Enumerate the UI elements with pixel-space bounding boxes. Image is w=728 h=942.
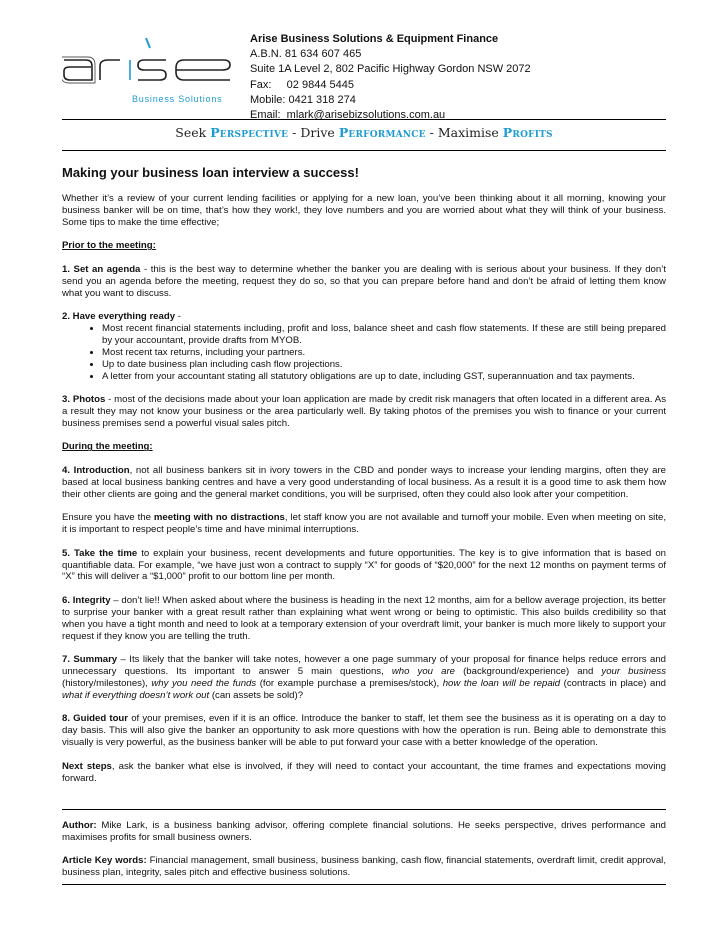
summary-text: (background/experience) and [454, 666, 602, 678]
ready-title: 2. Have everything ready [62, 311, 176, 323]
section-next-steps [62, 761, 666, 785]
email: Email: mlark@arisebizsolutions.com.au [250, 109, 446, 122]
keywords-label: Article Key words: [62, 854, 147, 866]
integrity-text: – don’t lie!! When asked about where the business is heading in the next 12 months, aim for a bellow average projection, its better to surprise your banker with a great result rather than explaining what went wrong or being to optimistic. This also builds credibility so that when you have a tight month and need to look at a temporary extension of your overdraft limit, your banker is much more likely to support your request if they know you are telling the truth. [62, 594, 666, 642]
introduction-text: , not all business bankers sit in ivory towers in the CBD and ponder ways to increase your lending margins, often they are based at local business banking centres and have a very good understanding of local business. As a result it is a good time to ask them how their other clients are going and the general market conditions, you will be surprised, often they could also look after your competition. [62, 464, 666, 500]
summary-italic: why you need the funds [151, 677, 257, 689]
summary-text: (can assets be sold)? [209, 689, 304, 701]
guided-tour-title: 8. Guided tour [62, 713, 129, 725]
key-words [62, 855, 666, 879]
section-integrity [62, 595, 666, 643]
next-steps-title: Next steps [62, 760, 112, 772]
introduction-title: 4. Introduction [62, 464, 130, 476]
summary-text: (history/milestones), [62, 677, 152, 689]
arise-logo [62, 30, 232, 106]
footer-rule-bottom [62, 884, 666, 885]
section-agenda [62, 264, 666, 300]
prior-heading: Prior to the meeting: [62, 240, 156, 252]
section-introduction [62, 465, 666, 501]
photos-title: 3. Photos [62, 394, 106, 406]
agenda-text: - this is the best way to determine whether the banker you are dealing with is serious about your business. If they don’t send you an agenda before the meeting, request they do so, so that you can prepare before hand and don’t be afraid of letting them know what you want to discuss. [62, 263, 666, 299]
tagline [62, 125, 666, 140]
tagline-profits: Profits [502, 125, 553, 140]
footer-rule-top [62, 809, 666, 810]
article-title: Making your business loan interview a success! [62, 165, 359, 180]
company-name: Arise Business Solutions & Equipment Finance [250, 33, 499, 45]
header-rule-bottom [62, 150, 666, 151]
section-summary [62, 654, 666, 702]
logo-subtitle: Business Solutions [132, 94, 223, 104]
summary-italic: your business [601, 666, 667, 678]
summary-text: (for example purchase a premises/stock), [256, 677, 443, 689]
section-guided-tour [62, 713, 666, 749]
intro-paragraph: Whether it’s a review of your current lending facilities or applying for a new loan, you’ve been thinking about it all morning, knowing your business banker will be on time, that’s how they work!, they love numbers and you are worried about what they will think of your business. Some tips to make the time effective; [62, 192, 666, 228]
tagline-drive: - Drive [292, 125, 335, 140]
tagline-maximise: - Maximise [429, 125, 499, 140]
contact-details [250, 32, 531, 123]
during-heading: During the meeting: [62, 441, 153, 453]
summary-italic: what if everything doesn’t work out [62, 689, 210, 701]
section-photos [62, 394, 666, 430]
abn: A.B.N. 81 634 607 465 [250, 48, 362, 61]
fax: Fax: 02 9844 5445 [250, 78, 354, 91]
tagline-seek: Seek [175, 125, 207, 140]
next-steps-text: , ask the banker what else is involved, if they will need to contact your accountant, the time frames and expectations moving forward. [62, 760, 666, 784]
summary-text: – Its likely that the banker will take notes, however a one page summary of your proposal for finance helps reduce errors and unnecessary questions. Its important to answer 5 main questions, [62, 654, 666, 678]
ready-list [62, 323, 666, 383]
author-text: Mike Lark, is a business banking advisor, offering complete financial solutions. He seeks perspective, drives performance and maximises profits for small business owners. [62, 820, 666, 843]
integrity-title: 6. Integrity [62, 594, 111, 606]
distractions-text-b: , let staff know you are not available and turnoff your mobile. Even when meeting on site, it is important to respect people’s time and have minimal interruptions. [62, 512, 666, 536]
section-distractions [62, 512, 666, 536]
tagline-performance: Performance [338, 125, 426, 140]
section-ready [62, 311, 666, 323]
agenda-title: 1. Set an agenda [62, 263, 141, 275]
article-body [62, 167, 666, 796]
list-item: • Up to date business plan including cash flow projections. [102, 359, 666, 371]
author-label: Author: [62, 820, 97, 831]
list-item: • A letter from your accountant stating all statutory obligations are up to date, including GST, superannuation and tax payments. [102, 371, 666, 383]
keywords-text: Financial management, small business, business banking, cash flow, financial statements, overdraft limit, credit approval, business plan, integrity, sales pitch and effective business solutions. [62, 854, 666, 878]
tagline-perspective: Perspective [210, 125, 289, 140]
list-item: • Most recent financial statements including, profit and loss, balance sheet and cash flow statements. If these are still being prepared by your accountant, provide drafts from MYOB. [102, 323, 666, 347]
article-footer [62, 820, 666, 890]
list-item: • Most recent tax returns, including your partners. [102, 347, 666, 359]
distractions-emphasis: meeting with no distractions [153, 512, 285, 524]
header-rule-top [62, 119, 666, 120]
distractions-text-a: Ensure you have the [62, 512, 154, 524]
take-time-title: 5. Take the time [62, 547, 138, 559]
mobile: Mobile: 0421 318 274 [250, 93, 356, 106]
ready-text: - [175, 311, 181, 323]
section-take-time [62, 548, 666, 584]
logo-accent-mark [146, 38, 150, 48]
guided-tour-text: of your premises, even if it is an office. Introduce the banker to staff, let them see the business as it is operating on a day to day basis. This will also give the banker an opportunity to ask more questions with how the operation is run. Being able to demonstrate this visually is very powerful, as the business banker will be able to put forward your case with a better knowledge of the operation. [62, 713, 666, 749]
summary-italic: who you are [391, 666, 455, 678]
logo-letterforms [64, 60, 230, 80]
summary-italic: how the loan will be repaid [442, 677, 561, 689]
author-bio [62, 820, 666, 844]
address: Suite 1A Level 2, 802 Pacific Highway Gordon NSW 2072 [250, 63, 531, 76]
summary-title: 7. Summary [62, 654, 118, 666]
summary-text: (contracts in place) and [560, 677, 667, 689]
photos-text: - most of the decisions made about your loan application are made by credit risk managers that often located in a different area. As a result they may not know your business or the area particularly well. By taking photos of the premises you wish to finance or your current business premises send a powerful visual sales pitch. [62, 394, 666, 429]
take-time-text: to explain your business, recent developments and future opportunities. The key is to give information that is based on quantifiable data. For example, “we have just won a contract to supply “X” for goods of “$20,000” for the next 12 months on payment terms of “X” this will deliver a “$1,000” profit to our bottom line per month. [62, 547, 666, 583]
